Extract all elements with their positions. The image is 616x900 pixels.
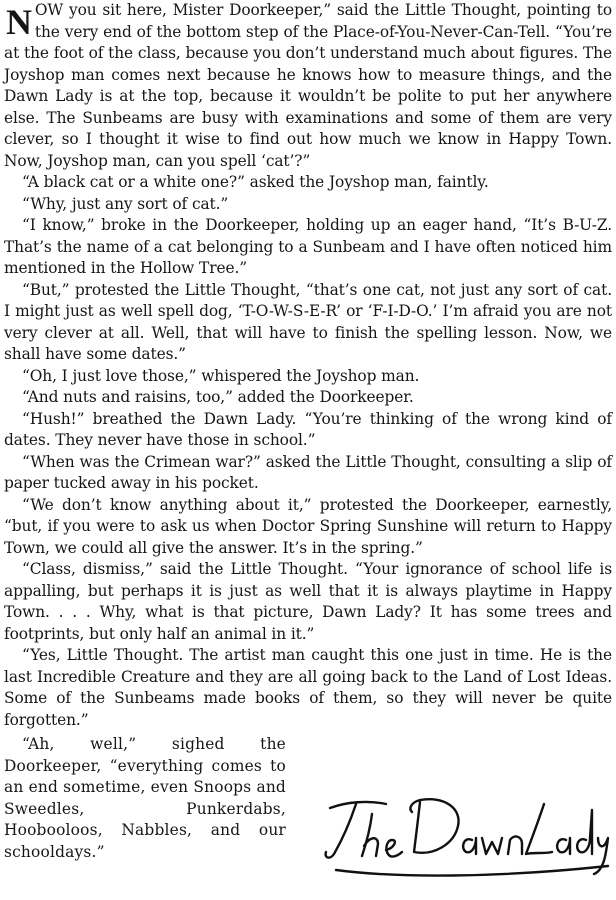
article-paragraph: “Oh, I just love those,” whispered the Joyshop man. xyxy=(22,366,420,385)
drop-cap: N xyxy=(6,2,32,42)
paragraph-text: OW you sit here, Mister Doorkeeper,” said the Little Thought, pointing to the very end of the bottom step of the Place-of-You-Never-Can-Tell. “You’re at the foot of the class, because you don’t understand much about figures. The Joyshop man comes next because he knows how to measure things, and the Dawn Lady is at the top, because it wouldn’t be polite to put her anywhere else. The Sunbeams are busy with examinations and some of them are very clever, so I thought it wise to find out how much we know in Happy Town. Now, Joyshop man, can you spell ‘cat’?” xyxy=(4,1,612,170)
signature-image xyxy=(316,774,612,890)
closing-paragraph: “Ah, well,” sighed the Doorkeeper, “everything comes to an end sometime, even Snoops and Sweedles, Punkerdabs, Hoobooloos, Nabbles, and our schooldays.” xyxy=(4,735,286,861)
article-paragraph: “Why, just any sort of cat.” xyxy=(22,194,229,213)
article-paragraph: “A black cat or a white one?” asked the Joyshop man, faintly. xyxy=(22,173,489,191)
article-paragraph: “And nuts and raisins, too,” added the Doorkeeper. xyxy=(22,388,414,406)
article-paragraph: “Class, dismiss,” said the Little Thought. “Your ignorance of school life is appalling, but perhaps it is just as well that it is always playtime in Happy Town. . . . Why, what is that picture, Dawn Lady? It has some trees and footprints, but only half an animal in it.” xyxy=(4,560,612,643)
article-paragraph: “Hush!” breathed the Dawn Lady. “You’re thinking of the wrong kind of dates. They never have those in school.” xyxy=(4,409,612,449)
article-paragraph xyxy=(4,0,612,172)
article-paragraph: “We don’t know anything about it,” protested the Doorkeeper, earnestly, “but, if you were to ask us when Doctor Spring Sunshine will return to Happy Town, we could all give the answer. It’s in the spring.” xyxy=(4,495,612,557)
article-paragraph: “Yes, Little Thought. The artist man caught this one just in time. He is the last Incredible Creature and they are all going back to the Land of Lost Ideas. Some of the Sunbeams made books of them, so they will never be quite forgotten.” xyxy=(4,646,612,729)
closing-section xyxy=(4,734,612,900)
handwritten-signature xyxy=(316,774,612,890)
article-paragraph: “I know,” broke in the Doorkeeper, holding up an eager hand, “It’s B-U-Z. That’s the name of a cat belonging to a Sunbeam and I have often noticed him mentioned in the Hollow Tree.” xyxy=(4,216,612,277)
article-paragraph: “When was the Crimean war?” asked the Little Thought, consulting a slip of paper tucked away in his pocket. xyxy=(4,452,612,492)
closing-column xyxy=(4,734,286,863)
article-paragraph: “But,” protested the Little Thought, “that’s one cat, not just any sort of cat. I might just as well spell dog, ‘T-O-W-S-E-R’ or ‘F-I-D-O.’ I’m afraid you are not very clever at all. Well, that will have to finish the spelling lesson. Now, we shall have some dates.” xyxy=(4,280,612,363)
article-page xyxy=(4,0,612,900)
